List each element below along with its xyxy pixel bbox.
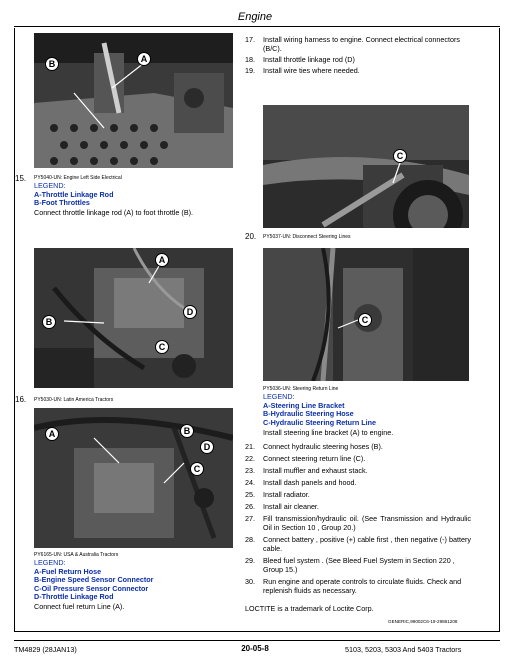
footer-rule xyxy=(14,640,500,641)
step-text: Connect steering return line (C). xyxy=(263,454,366,463)
step-text: Fill transmission/hydraulic oil. (See Transmission and Hydraulic Oil in Section 10 , Group 20.) xyxy=(263,514,471,532)
legend-item: A-Throttle Linkage Rod xyxy=(34,189,114,199)
callout-b-fig15: B xyxy=(45,57,59,71)
step-text: Install dash panels and hood. xyxy=(263,478,357,487)
photo-latin-america-tractors xyxy=(34,248,233,388)
step-item xyxy=(245,478,471,487)
figure-caption-15: PY5040-UN: Engine Left Side Electrical xyxy=(34,175,122,181)
step-number: 21. xyxy=(245,442,255,451)
step-item xyxy=(245,66,471,75)
legend-item: B-Hydraulic Steering Hose xyxy=(263,409,354,419)
step-text: Install muffler and exhaust stack. xyxy=(263,466,368,475)
callout-d-fig16: D xyxy=(183,305,197,319)
callout-a-fig16: A xyxy=(155,253,169,267)
callout-c-fig20: C xyxy=(393,149,407,163)
header-rule xyxy=(14,26,500,27)
step-item xyxy=(245,490,471,499)
callout-b-fig16b: B xyxy=(180,424,194,438)
step-text: Connect battery , positive (+) cable first , then negative (-) battery cable. xyxy=(263,535,471,553)
step-number: 18. xyxy=(245,55,255,64)
footer-model-list: 5103, 5203, 5303 And 5403 Tractors xyxy=(345,645,462,654)
step-number: 28. xyxy=(245,535,255,544)
step-number: 25. xyxy=(245,490,255,499)
callout-c-fig21: C xyxy=(358,313,372,327)
callout-b-fig16: B xyxy=(42,315,56,329)
step-number-15: 15. xyxy=(15,174,27,183)
callout-a-fig15: A xyxy=(137,52,151,66)
step-text: Install throttle linkage rod (D) xyxy=(263,55,355,64)
step-number: 29. xyxy=(245,556,255,565)
figure-caption-21: PY5036-UN: Steering Return Line xyxy=(263,386,339,392)
callout-d-fig16b: D xyxy=(200,440,214,454)
figure-caption-20: PY5037-UN: Disconnect Steering Lines xyxy=(263,234,351,240)
legend-item: A-Steering Line Bracket xyxy=(263,400,345,410)
step-item xyxy=(245,577,471,595)
footer-page-number: 20-05-8 xyxy=(241,644,269,653)
step-number: 26. xyxy=(245,502,255,511)
step-item xyxy=(245,35,471,53)
callout-a-fig16b: A xyxy=(45,427,59,441)
legend-item: A-Fuel Return Hose xyxy=(34,566,102,576)
step-item xyxy=(245,454,471,463)
document-code: GENERIC,99002C6-19-29861208 xyxy=(388,619,458,624)
step-number: 17. xyxy=(245,35,255,44)
step-number: 22. xyxy=(245,454,255,463)
photo-disconnect-steering-lines xyxy=(263,105,469,228)
legend-item: B-Foot Throttles xyxy=(34,198,90,208)
steps-bottom xyxy=(245,442,471,595)
photo-usa-australia-tractors xyxy=(34,408,233,548)
legend-fig21 xyxy=(263,393,376,427)
step-number: 24. xyxy=(245,478,255,487)
step-text: Install radiator. xyxy=(263,490,310,499)
step-number-16: 16. xyxy=(15,395,27,404)
figure-description-16b: Connect fuel return Line (A). xyxy=(34,602,125,611)
step-item xyxy=(245,556,471,574)
step-number: 30. xyxy=(245,577,255,586)
legend-heading: LEGEND: xyxy=(263,392,295,401)
footer-manual-id: TM4829 (28JAN13) xyxy=(14,645,77,654)
callout-c-fig16b: C xyxy=(190,462,204,476)
step-text: Install wiring harness to engine. Connect electrical connectors (B/C). xyxy=(263,35,460,53)
step-item xyxy=(245,442,471,451)
legend-fig16b xyxy=(34,559,153,602)
page-header-title: Engine xyxy=(237,11,273,23)
step-item xyxy=(245,502,471,511)
step-item xyxy=(245,514,471,532)
photo-engine-left-side xyxy=(34,33,233,168)
step-number: 23. xyxy=(245,466,255,475)
legend-item: C-Hydraulic Steering Return Line xyxy=(263,417,377,427)
step-text: Install wire ties where needed. xyxy=(263,66,360,75)
trademark-note: LOCTITE is a trademark of Loctite Corp. xyxy=(245,604,374,613)
figure-description-21: Install steering line bracket (A) to engine. xyxy=(263,428,394,437)
step-text: Bleed fuel system . (See Bleed Fuel System in Section 220 , Group 15.) xyxy=(263,556,455,574)
legend-item: C-Oil Pressure Sensor Connector xyxy=(34,583,149,593)
step-item xyxy=(245,466,471,475)
callout-c-fig16: C xyxy=(155,340,169,354)
step-number-20: 20. xyxy=(245,232,257,241)
step-text: Install air cleaner. xyxy=(263,502,319,511)
steps-top xyxy=(245,35,471,75)
figure-caption-16b: PY6165-UN: USA & Australia Tractors xyxy=(34,552,119,558)
legend-item: B-Engine Speed Sensor Connector xyxy=(34,575,154,585)
step-item xyxy=(245,55,471,64)
step-text: Connect hydraulic steering hoses (B). xyxy=(263,442,383,451)
figure-description-15: Connect throttle linkage rod (A) to foot throttle (B). xyxy=(34,208,193,217)
step-item xyxy=(245,535,471,553)
step-text: Run engine and operate controls to circulate fluids. Check and replenish fluids as necessary. xyxy=(263,577,462,595)
legend-item: D-Throttle Linkage Rod xyxy=(34,592,114,602)
legend-fig15 xyxy=(34,182,113,208)
legend-heading: LEGEND: xyxy=(34,181,66,190)
legend-heading: LEGEND: xyxy=(34,558,66,567)
figure-caption-16: PY5030-UN: Latin America Tractors xyxy=(34,397,114,403)
step-number: 27. xyxy=(245,514,255,523)
step-number: 19. xyxy=(245,66,255,75)
